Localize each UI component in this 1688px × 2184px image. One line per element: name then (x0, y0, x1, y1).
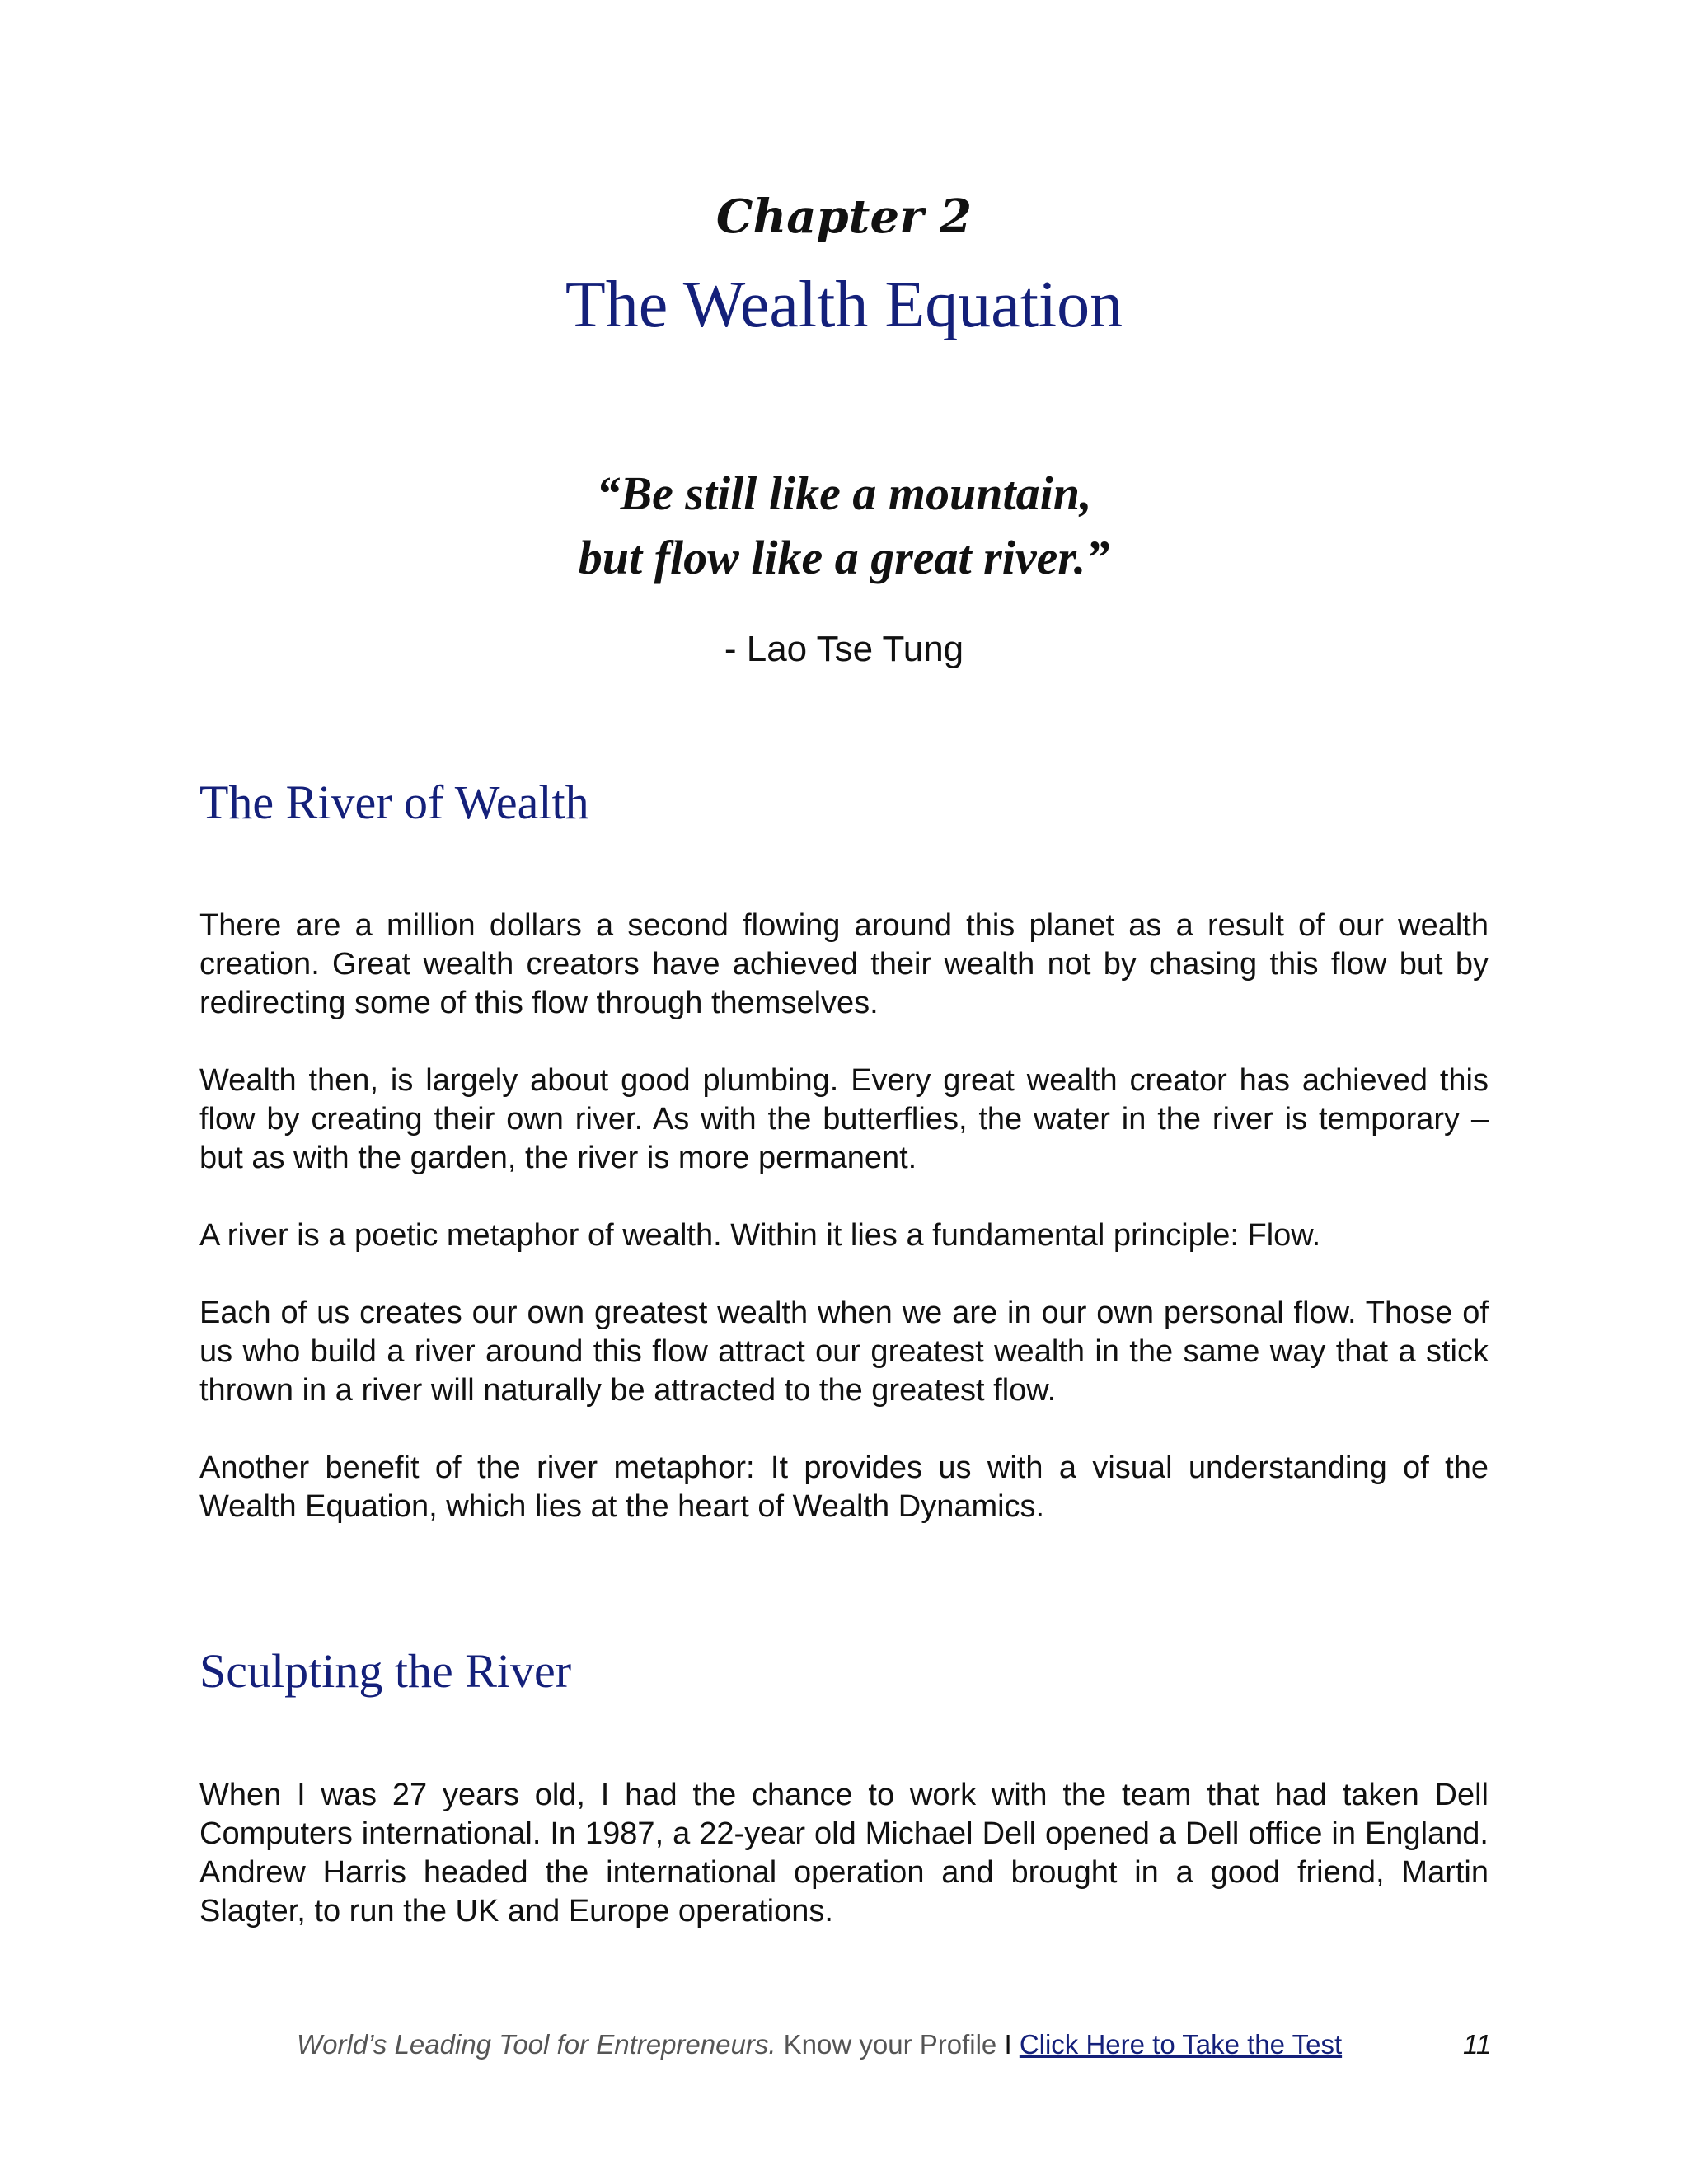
epigraph-line-1: “Be still like a mountain, (596, 466, 1092, 520)
footer-line (297, 2029, 1342, 2060)
page-number: 11 (1463, 2029, 1492, 2060)
paragraph: When I was 27 years old, I had the chance to work with the team that had taken Dell Computers international. In 1987, a 22-year old Michael Dell opened a Dell office in England. Andrew Harris headed the international operation and brought in a good friend, Martin Slagter, to run the UK and Europe operations. (199, 1778, 1489, 1929)
paragraph: Each of us creates our own greatest wealth when we are in our own personal flow. Those of us who build a river around this flow attract our greatest wealth in the same way that a stick thrown in a river will naturally be attracted to the greatest flow. (199, 1296, 1489, 1408)
epigraph-quote (0, 462, 1688, 590)
epigraph-author: - Lao Tse Tung (724, 629, 964, 669)
take-test-link[interactable]: Click Here to Take the Test (1019, 2029, 1343, 2060)
section-heading-river-of-wealth: The River of Wealth (199, 776, 589, 829)
epigraph-line-2: but flow like a great river.” (578, 531, 1110, 584)
paragraph: Another benefit of the river metaphor: It provides us with a visual understanding of the Wealth Equation, which lies at the heart of Wealth Dynamics. (199, 1451, 1489, 1524)
section-body-sculpting-the-river (199, 1776, 1489, 1970)
chapter-title: The Wealth Equation (565, 269, 1123, 341)
footer-tagline: World’s Leading Tool for Entrepreneurs. (297, 2029, 776, 2060)
chapter-label: Chapter 2 (715, 190, 973, 244)
section-body-river-of-wealth (199, 907, 1489, 1565)
paragraph: There are a million dollars a second flowing around this planet as a result of our wealth creation. Great wealth creators have achieved their wealth not by chasing this flow but by redirecting some of this flow through themselves. (199, 908, 1489, 1020)
paragraph: A river is a poetic metaphor of wealth. Within it lies a fundamental principle: Flow. (199, 1218, 1321, 1253)
footer-separator: I (1004, 2029, 1012, 2060)
section-heading-sculpting-the-river: Sculpting the River (199, 1644, 572, 1698)
paragraph: Wealth then, is largely about good plumbing. Every great wealth creator has achieved this flow by creating their own river. As with the butterflies, the water in the river is temporary – but as with the garden, the river is more permanent. (199, 1063, 1489, 1175)
footer-prompt: Know your Profile (783, 2029, 997, 2060)
